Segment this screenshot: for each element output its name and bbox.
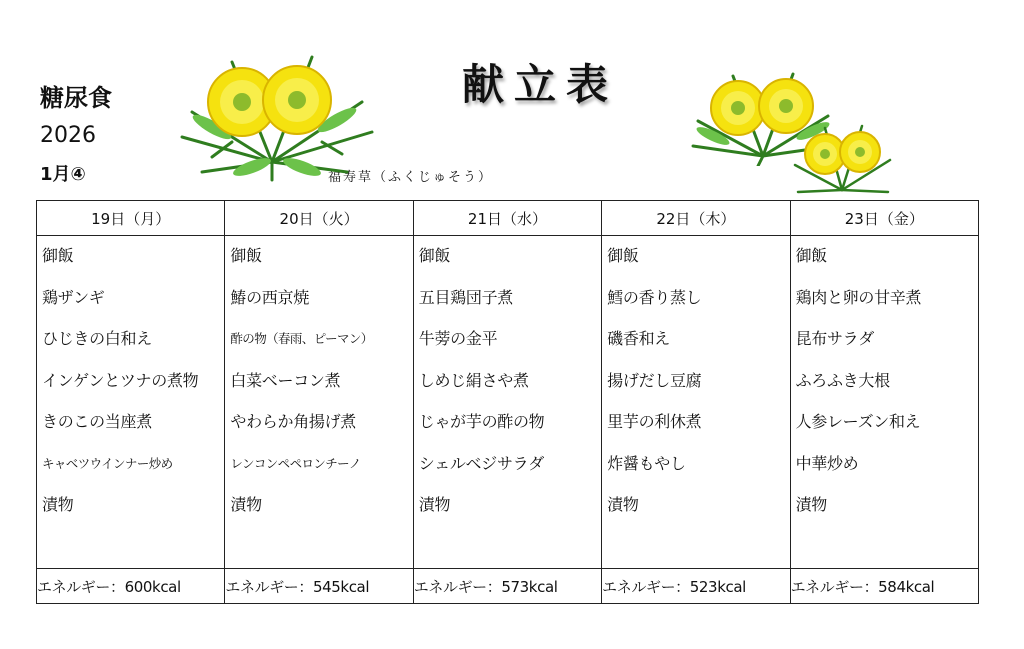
day-menu-cell: [225, 236, 413, 569]
flower-caption: 福寿草（ふくじゅそう）: [328, 170, 494, 185]
energy-value: エネルギー：523kcal: [602, 569, 790, 604]
dish-item: 中華炒め: [795, 453, 859, 473]
date-header: 22日（木）: [602, 201, 790, 236]
energy-value: エネルギー：584kcal: [790, 569, 978, 604]
date-header: 21日（水）: [413, 201, 601, 236]
energy-value: エネルギー：545kcal: [225, 569, 413, 604]
diet-type-label: 糖尿食: [40, 84, 112, 112]
dish-item: 五目鶏団子煮: [418, 287, 513, 307]
dish-item: ふろふき大根: [795, 370, 890, 390]
dish-item: 鶏ザンギ: [42, 287, 105, 307]
dish-item: 御飯: [607, 246, 639, 265]
dish-item: 里芋の利休煮: [607, 412, 702, 431]
dishes-row: [37, 236, 979, 569]
date-header-row: [37, 201, 979, 236]
date-header: 23日（金）: [790, 201, 978, 236]
adonis-flower-icon: [172, 42, 377, 182]
dish-item: 炸醤もやし: [607, 453, 686, 473]
page-title: 献立表: [461, 60, 618, 109]
dish-item: 御飯: [418, 246, 451, 265]
day-menu-cell: [790, 236, 978, 569]
dish-item: 鶏肉と卵の甘辛煮: [795, 287, 922, 307]
dish-item: 漬物: [795, 495, 827, 514]
date-header: 19日（月）: [37, 201, 225, 236]
dish-item: じゃが芋の酢の物: [418, 412, 545, 431]
dish-item: 揚げだし豆腐: [607, 370, 702, 390]
dish-item: 御飯: [230, 246, 262, 265]
dish-item: 磯香和え: [607, 329, 670, 348]
dish-item: 人参レーズン和え: [795, 412, 921, 431]
dish-item: きのこの当座煮: [42, 412, 152, 431]
dish-item: キャベツウインナー炒め: [42, 455, 173, 471]
adonis-flower-icon: [790, 120, 895, 198]
dish-item: 鱈の香り蒸し: [607, 287, 702, 307]
menu-table: [36, 200, 979, 604]
dish-item: シェルベジサラダ: [418, 453, 544, 473]
day-menu-cell: [37, 236, 225, 569]
month-week-label: 1月④: [40, 164, 86, 185]
dish-item: ひじきの白和え: [42, 329, 152, 348]
dish-item: 漬物: [418, 495, 451, 514]
dish-item: 牛蒡の金平: [418, 329, 498, 348]
dish-item: 白菜ベーコン煮: [230, 370, 341, 390]
day-menu-cell: [602, 236, 790, 569]
year-label: 2026: [40, 123, 96, 148]
energy-value: エネルギー：600kcal: [37, 569, 225, 604]
dish-item: 漬物: [42, 495, 74, 514]
dish-item: 酢の物（春雨、ピーマン）: [230, 331, 373, 346]
day-menu-cell: [413, 236, 601, 569]
energy-value: エネルギー：573kcal: [413, 569, 601, 604]
energy-row: [37, 569, 979, 604]
date-header: 20日（火）: [225, 201, 413, 236]
dish-item: 御飯: [795, 246, 827, 265]
dish-item: レンコンペペロンチーノ: [230, 455, 361, 471]
dish-item: 御飯: [42, 246, 74, 265]
dish-item: 漬物: [607, 495, 639, 514]
dish-item: 鰆の西京焼: [230, 287, 309, 307]
dish-item: 昆布サラダ: [795, 329, 874, 348]
dish-item: やわらか角揚げ煮: [230, 412, 356, 431]
dish-item: インゲンとツナの煮物: [42, 370, 199, 390]
dish-item: しめじ絹さや煮: [418, 370, 529, 390]
dish-item: 漬物: [230, 495, 262, 514]
